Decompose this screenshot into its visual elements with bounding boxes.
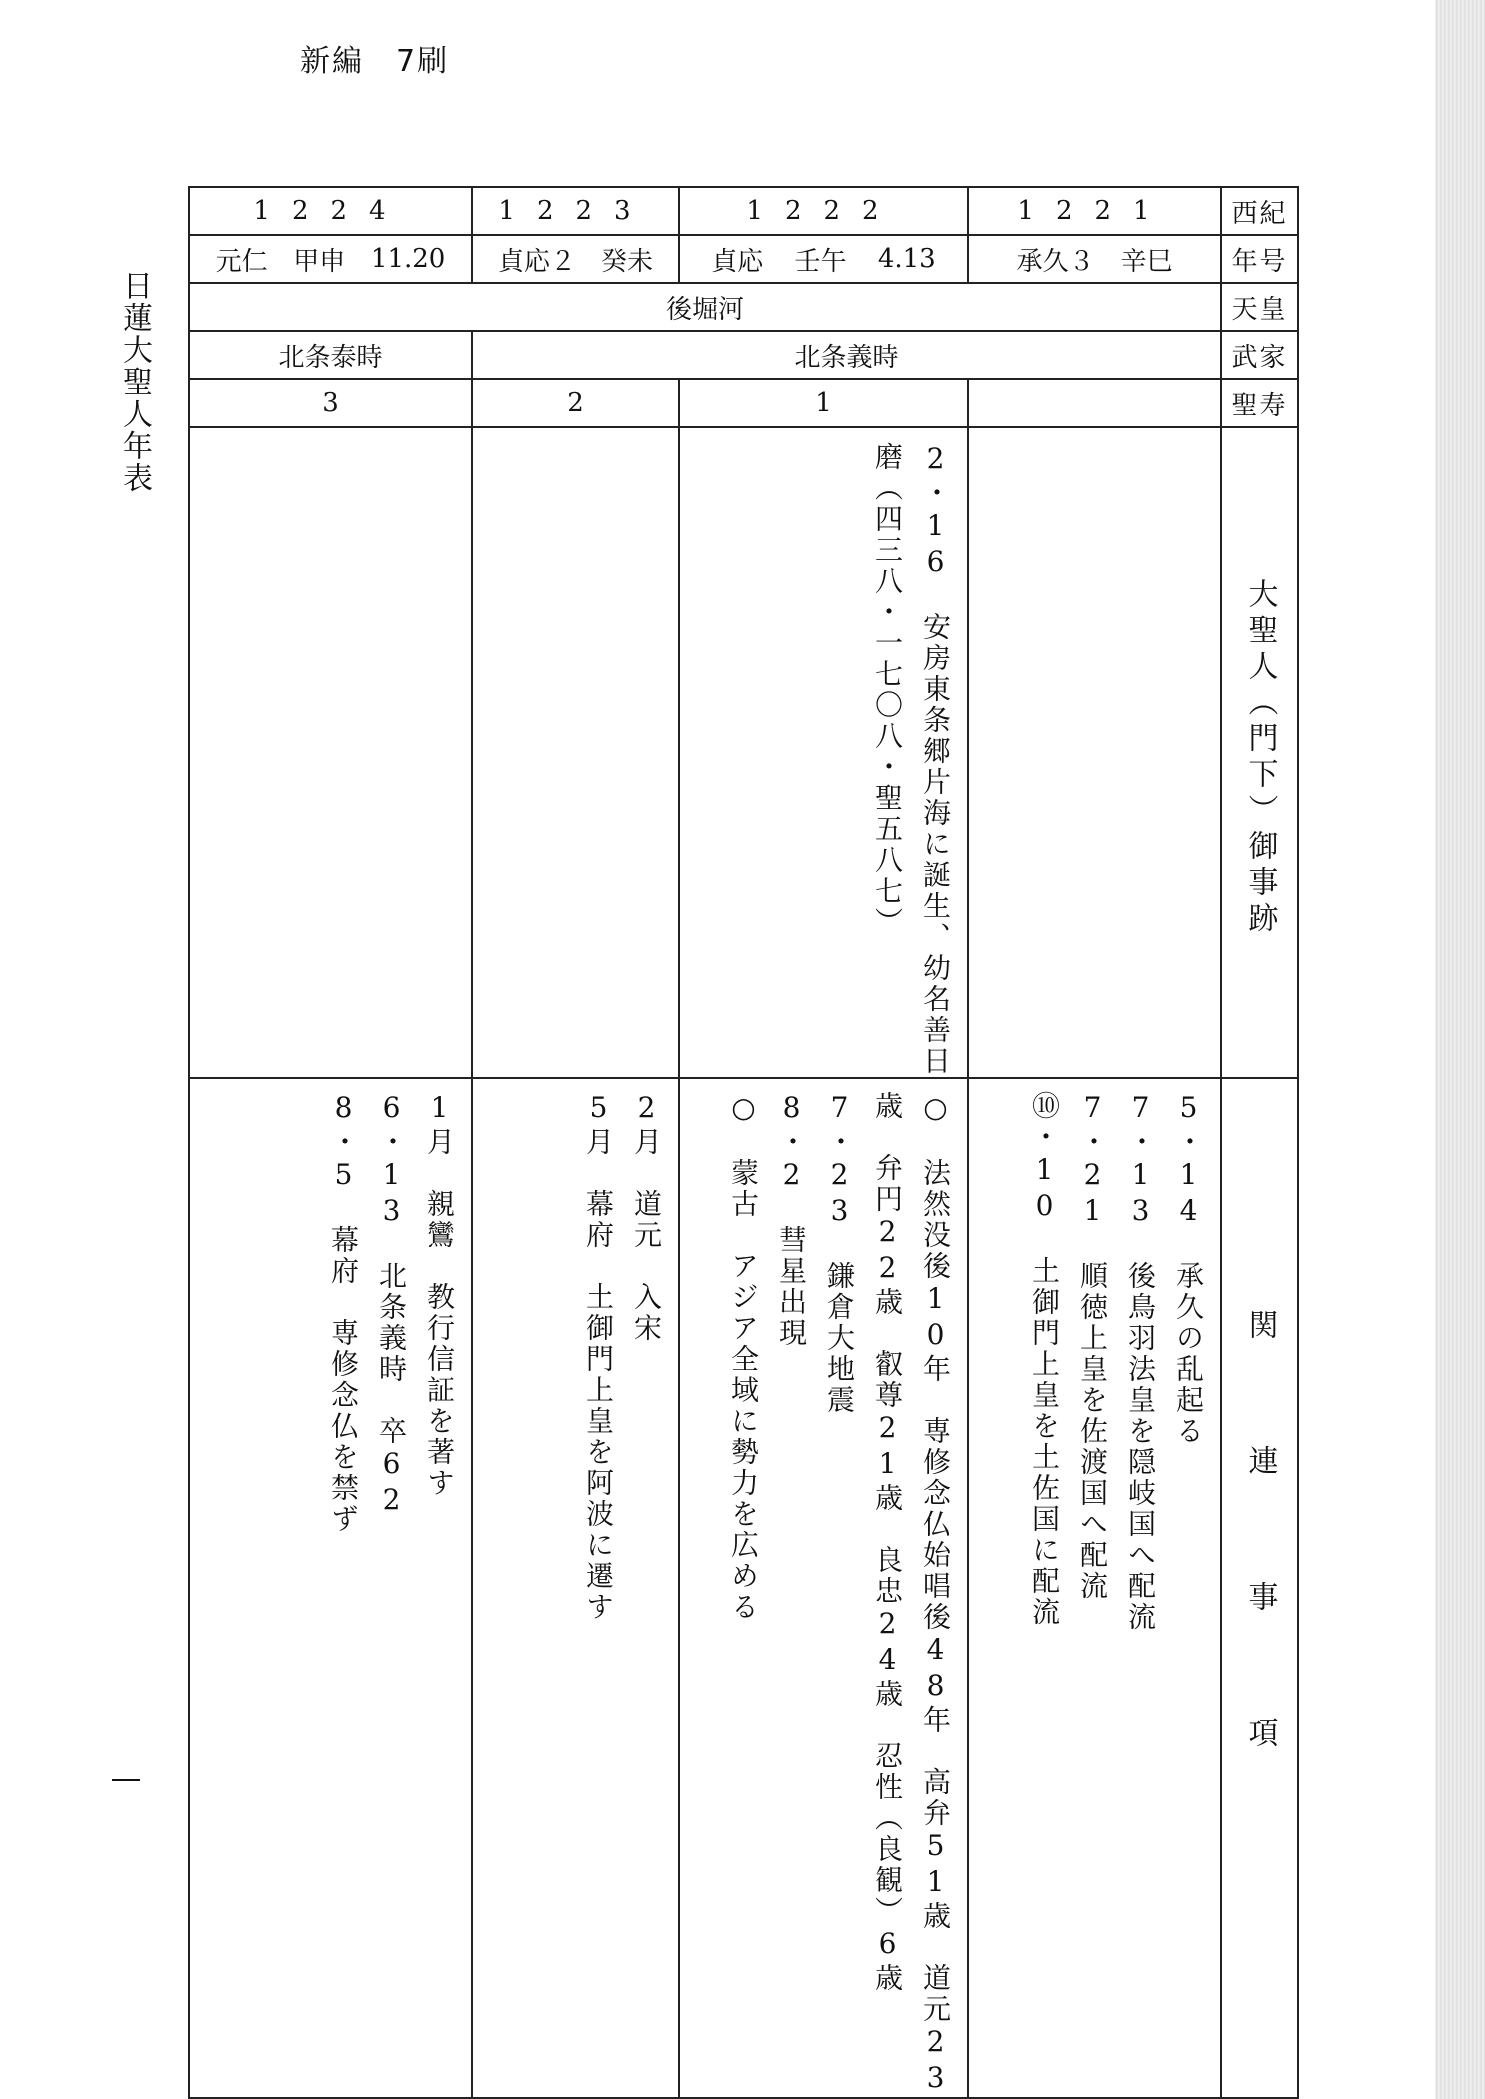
page-edge-shadow bbox=[1435, 0, 1485, 2099]
related-entry: 歳 弁円22歳 叡尊21歳 良忠24歳 忍性（良観）6歳 bbox=[871, 1091, 904, 1994]
year-cell: 1221 bbox=[968, 187, 1221, 235]
row-label-related: 関 連 事 項 bbox=[1242, 1309, 1278, 1785]
page-mark bbox=[112, 1779, 140, 1781]
row-tenno bbox=[189, 283, 1298, 331]
row-label-deeds: 大聖人（門下）御事跡 bbox=[1242, 578, 1278, 938]
deeds-cell-1221 bbox=[968, 427, 1221, 1078]
related-entry: 5・14 承久の乱起る bbox=[1172, 1091, 1205, 1447]
deed-entry: 2・16 安房東条郷片海に誕生、幼名善日 bbox=[919, 442, 952, 1077]
row-buke bbox=[189, 331, 1298, 379]
related-entry: 2月 道元 入宋 bbox=[630, 1091, 663, 1344]
deed-entry: 磨（四三八・一七〇八・聖五八七） bbox=[871, 442, 904, 938]
deeds-cell-1224 bbox=[189, 427, 472, 1078]
row-seiju bbox=[189, 379, 1298, 427]
row-nengo bbox=[189, 235, 1298, 283]
era-kanshi: 甲申 bbox=[293, 246, 346, 277]
related-entry: 5月 幕府 土御門上皇を阿波に遷す bbox=[582, 1091, 615, 1623]
era-cell bbox=[472, 235, 679, 283]
related-cell-1222 bbox=[679, 1078, 968, 2098]
row-label-deeds-cell bbox=[1221, 427, 1298, 1078]
related-entry: 7・13 後鳥羽法皇を隠岐国へ配流 bbox=[1124, 1091, 1157, 1633]
row-related bbox=[189, 1078, 1298, 2098]
age-cell: 1 bbox=[679, 379, 968, 427]
row-label-tenno: 天皇 bbox=[1221, 283, 1298, 331]
year-cell: 1224 bbox=[189, 187, 472, 235]
related-cell-1223 bbox=[472, 1078, 679, 2098]
row-label-buke: 武家 bbox=[1221, 331, 1298, 379]
era-cell bbox=[968, 235, 1221, 283]
era-date: 4.13 bbox=[877, 244, 936, 274]
deeds-cell-1222 bbox=[679, 427, 968, 1078]
warrior-cell: 北条義時 bbox=[472, 331, 1221, 379]
row-label-seireki: 西紀 bbox=[1221, 187, 1298, 235]
emperor-cell: 後堀河 bbox=[189, 283, 1221, 331]
era-name: 貞応２ bbox=[497, 246, 576, 277]
era-kanshi: 辛巳 bbox=[1120, 246, 1173, 277]
row-label-seiju: 聖寿 bbox=[1221, 379, 1298, 427]
chronology-title: 日蓮大聖人年表 bbox=[117, 270, 152, 494]
related-entry: 7・23 鎌倉大地震 bbox=[823, 1091, 856, 1416]
related-cell-1221 bbox=[968, 1078, 1221, 2098]
age-cell bbox=[968, 379, 1221, 427]
warrior-cell: 北条泰時 bbox=[189, 331, 472, 379]
related-entry: ⑩・10 土御門上皇を土佐国に配流 bbox=[1028, 1091, 1061, 1628]
year-cell: 1222 bbox=[679, 187, 968, 235]
row-label-nengo: 年号 bbox=[1221, 235, 1298, 283]
era-cell bbox=[679, 235, 968, 283]
era-date: 11.20 bbox=[370, 244, 446, 274]
deeds-cell-1223 bbox=[472, 427, 679, 1078]
related-cell-1224 bbox=[189, 1078, 472, 2098]
era-kanshi: 癸未 bbox=[600, 246, 653, 277]
chronology-table bbox=[188, 186, 1299, 2099]
era-cell bbox=[189, 235, 472, 283]
related-entry: 8・2 彗星出現 bbox=[775, 1091, 808, 1349]
age-cell: 2 bbox=[472, 379, 679, 427]
row-deeds bbox=[189, 427, 1298, 1078]
related-entry: ○ 蒙古 アジア全域に勢力を広める bbox=[727, 1091, 760, 1623]
era-kanshi: 壬午 bbox=[794, 246, 847, 277]
era-name: 元仁 bbox=[215, 246, 268, 277]
era-name: 承久３ bbox=[1016, 246, 1095, 277]
related-entry: ○ 法然没後10年 専修念仏始唱後48年 高弁51歳 道元23 bbox=[919, 1091, 952, 2097]
year-cell: 1223 bbox=[472, 187, 679, 235]
related-entry: 8・5 幕府 専修念仏を禁ず bbox=[327, 1091, 360, 1535]
row-seireki bbox=[189, 187, 1298, 235]
related-entry: 6・13 北条義時 卒62 bbox=[375, 1091, 408, 1519]
age-cell: 3 bbox=[189, 379, 472, 427]
edition-label: 新編 7刷 bbox=[300, 44, 450, 79]
related-entry: 7・21 順徳上皇を佐渡国へ配流 bbox=[1076, 1091, 1109, 1602]
related-entry: 1月 親鸞 教行信証を著す bbox=[423, 1091, 456, 1499]
era-name: 貞応 bbox=[711, 246, 764, 277]
row-label-related-cell bbox=[1221, 1078, 1298, 2098]
